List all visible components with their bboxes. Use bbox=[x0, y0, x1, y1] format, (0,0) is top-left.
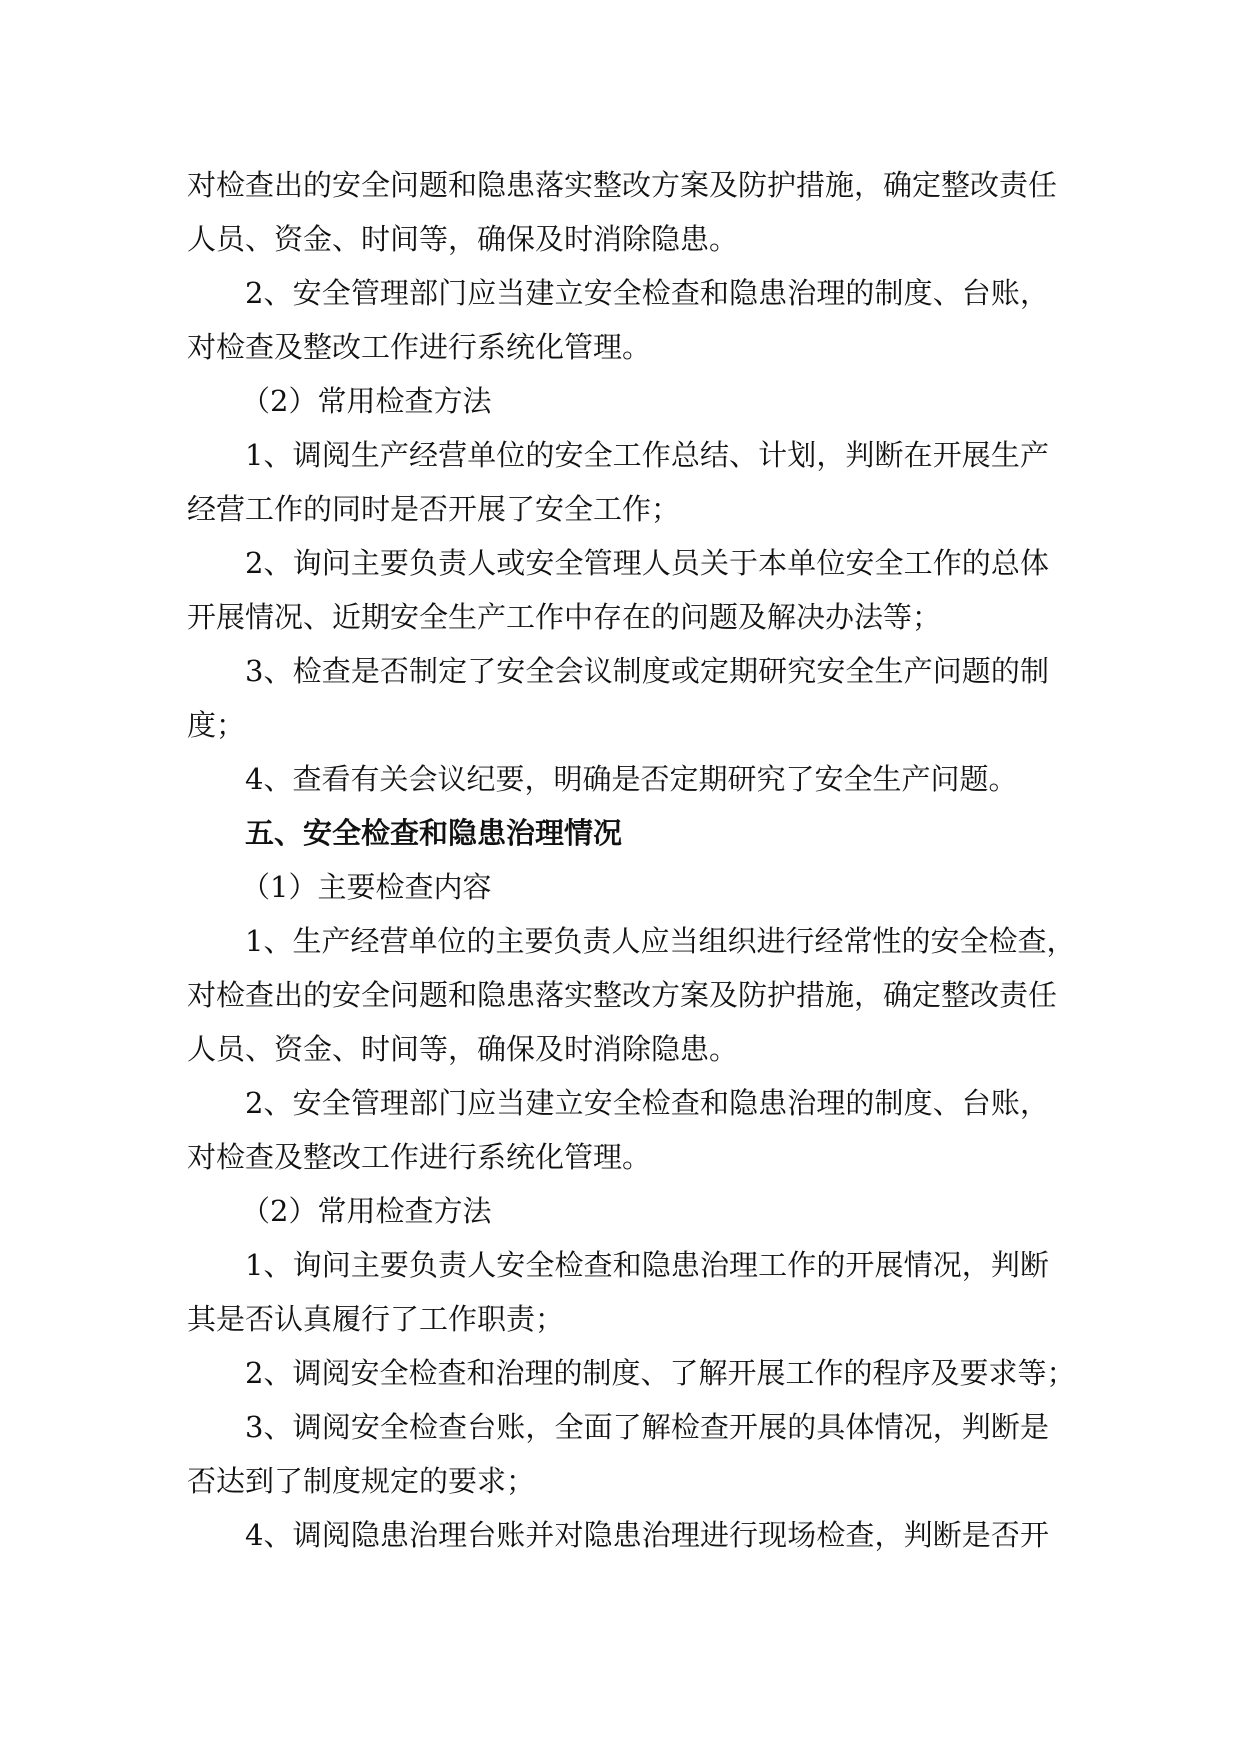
paragraph-line: 3、调阅安全检查台账，全面了解检查开展的具体情况，判断是 bbox=[245, 1410, 1049, 1444]
paragraph-line: 2、安全管理部门应当建立安全检查和隐患治理的制度、台账， bbox=[245, 1086, 1049, 1120]
paragraph-line: 2、安全管理部门应当建立安全检查和隐患治理的制度、台账， bbox=[245, 276, 1049, 310]
paragraph-line: 对检查出的安全问题和隐患落实整改方案及防护措施，确定整改责任 bbox=[187, 978, 1058, 1012]
paragraph-line: 1、生产经营单位的主要负责人应当组织进行经常性的安全检查， bbox=[245, 924, 1076, 958]
paragraph-line: 对检查及整改工作进行系统化管理。 bbox=[187, 1140, 652, 1174]
paragraph-line: 开展情况、近期安全生产工作中存在的问题及解决办法等； bbox=[187, 600, 942, 634]
paragraph-line: 2、询问主要负责人或安全管理人员关于本单位安全工作的总体 bbox=[245, 546, 1049, 580]
subsection-title: （2）常用检查方法 bbox=[241, 384, 492, 418]
paragraph-line: 其是否认真履行了工作职责； bbox=[187, 1302, 565, 1336]
subsection-title: （1）主要检查内容 bbox=[241, 870, 492, 904]
document-body bbox=[187, 158, 1076, 1562]
section-heading: 五、安全检查和隐患治理情况 bbox=[245, 816, 623, 850]
paragraph-line: 1、询问主要负责人安全检查和隐患治理工作的开展情况，判断 bbox=[245, 1248, 1049, 1282]
paragraph-line: 1、调阅生产经营单位的安全工作总结、计划，判断在开展生产 bbox=[245, 438, 1049, 472]
paragraph-line: 经营工作的同时是否开展了安全工作； bbox=[187, 492, 681, 526]
paragraph-line: 对检查出的安全问题和隐患落实整改方案及防护措施，确定整改责任 bbox=[187, 168, 1058, 202]
paragraph-line: 2、调阅安全检查和治理的制度、了解开展工作的程序及要求等； bbox=[245, 1356, 1076, 1390]
subsection-title: （2）常用检查方法 bbox=[241, 1194, 492, 1228]
paragraph-line: 4、查看有关会议纪要，明确是否定期研究了安全生产问题。 bbox=[245, 762, 1018, 796]
paragraph-line: 3、检查是否制定了安全会议制度或定期研究安全生产问题的制 bbox=[245, 654, 1049, 688]
paragraph-line: 否达到了制度规定的要求； bbox=[187, 1464, 536, 1498]
paragraph-line: 对检查及整改工作进行系统化管理。 bbox=[187, 330, 652, 364]
paragraph-line: 度； bbox=[187, 708, 246, 742]
paragraph-line: 4、调阅隐患治理台账并对隐患治理进行现场检查，判断是否开 bbox=[245, 1518, 1049, 1552]
paragraph-line: 人员、资金、时间等，确保及时消除隐患。 bbox=[187, 1032, 739, 1066]
paragraph-line: 人员、资金、时间等，确保及时消除隐患。 bbox=[187, 222, 739, 256]
